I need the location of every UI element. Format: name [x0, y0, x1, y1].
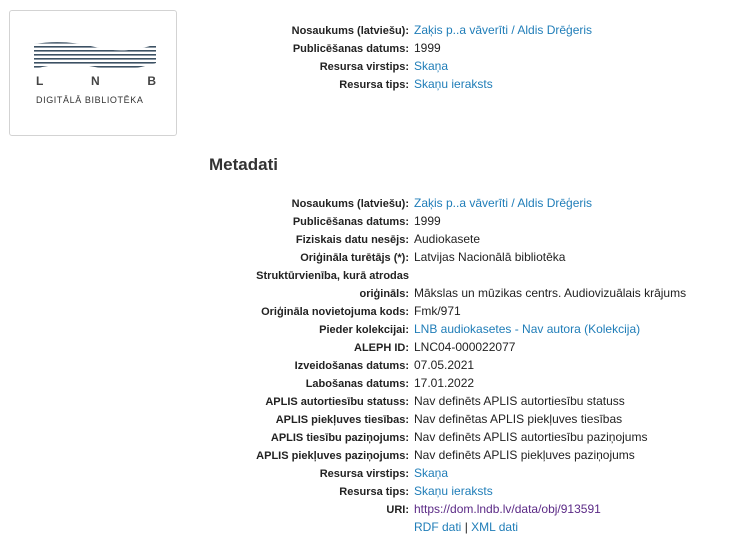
meta-label: Oriģināla turētājs (*): [300, 252, 409, 264]
meta-type-link[interactable]: Skaņu ieraksts [414, 484, 493, 498]
meta-row-carrier [0, 229, 755, 247]
meta-row-type [0, 481, 755, 499]
meta-label [229, 267, 409, 303]
meta-row-location [0, 301, 755, 319]
meta-label: Resursa virstips: [319, 468, 409, 480]
meta-row-aplis-access-notice [0, 445, 755, 463]
summary-date-label: Publicēšanas datums: [292, 43, 409, 55]
meta-label: Izveidošanas datums: [294, 360, 409, 372]
meta-label: Fiziskais datu nesējs: [295, 234, 409, 246]
logo-subtitle: DIGITĀLĀ BIBLIOTĒKA [36, 95, 144, 105]
logo-letter-n: N [91, 74, 100, 88]
meta-row-aplis-rights-notice [0, 427, 755, 445]
meta-value: Nav definētas APLIS piekļuves tiesības [414, 412, 623, 426]
metadata-heading: Metadati [209, 155, 278, 174]
meta-collection-link[interactable]: LNB audiokasetes - Nav autora (Kolekcija) [414, 322, 641, 336]
meta-label: Nosaukums (latviešu): [291, 198, 409, 210]
meta-label: ALEPH ID: [354, 342, 409, 354]
meta-label: Labošanas datums: [305, 378, 409, 390]
rdf-data-link[interactable]: RDF dati [414, 520, 462, 534]
summary-title-label: Nosaukums (latviešu): [291, 25, 409, 37]
meta-label: URI: [386, 504, 409, 516]
meta-label: Resursa tips: [339, 486, 409, 498]
meta-row-collection [0, 319, 755, 337]
meta-label-line2: oriģināls: [359, 288, 409, 300]
meta-row-modified [0, 373, 755, 391]
meta-row-aleph [0, 337, 755, 355]
meta-value: Fmk/971 [414, 304, 461, 318]
meta-row-aplis-status [0, 391, 755, 409]
xml-data-link[interactable]: XML dati [471, 520, 519, 534]
summary-subtype-label: Resursa virstips: [319, 61, 409, 73]
summary-title-link[interactable]: Zaķis p..a vāverīti / Aldis Drēģeris [414, 23, 593, 37]
uri-link[interactable]: https://dom.lndb.lv/data/obj/913591 [414, 502, 601, 516]
meta-label: APLIS piekļuves tiesības: [275, 414, 409, 426]
meta-label: APLIS piekļuves paziņojums: [256, 450, 409, 462]
meta-value: Nav definēts APLIS autortiesību statuss [414, 394, 625, 408]
meta-row-uri [0, 499, 755, 517]
meta-label-line1: Struktūrvienība, kurā atrodas [256, 270, 409, 282]
logo-letter-l: L [36, 74, 44, 88]
meta-value: 17.01.2022 [414, 376, 475, 390]
meta-value: Latvijas Nacionālā bibliotēka [414, 250, 566, 264]
meta-title-link[interactable]: Zaķis p..a vāverīti / Aldis Drēģeris [414, 196, 593, 210]
meta-label: APLIS autortiesību statuss: [265, 396, 409, 408]
meta-value: 07.05.2021 [414, 358, 475, 372]
summary-date-value: 1999 [414, 41, 441, 55]
meta-row-holder [0, 247, 755, 265]
meta-value: Nav definēts APLIS autortiesību paziņojums [414, 430, 648, 444]
meta-row-unit [0, 265, 755, 301]
meta-value: LNC04-000022077 [414, 340, 516, 354]
summary-row-title [0, 20, 755, 38]
meta-value: Nav definēts APLIS piekļuves paziņojums [414, 448, 635, 462]
meta-row-aplis-access [0, 409, 755, 427]
meta-value: 1999 [414, 214, 441, 228]
meta-label: Publicēšanas datums: [292, 216, 409, 228]
logo-letter-b: B [147, 74, 156, 88]
metadata-block [0, 193, 755, 535]
meta-label: APLIS tiesību paziņojums: [270, 432, 409, 444]
meta-row-created [0, 355, 755, 373]
summary-subtype-link[interactable]: Skaņa [414, 59, 449, 73]
summary-row-subtype [0, 56, 755, 74]
summary-block [0, 20, 755, 92]
meta-subtype-link[interactable]: Skaņa [414, 466, 449, 480]
summary-type-label: Resursa tips: [339, 79, 409, 91]
meta-value: Audiokasete [414, 232, 481, 246]
meta-row-title [0, 193, 755, 211]
link-separator: | [464, 520, 468, 534]
summary-row-type [0, 74, 755, 92]
meta-row-date [0, 211, 755, 229]
meta-row-exports [0, 517, 755, 535]
summary-row-date [0, 38, 755, 56]
summary-type-link[interactable]: Skaņu ieraksts [414, 77, 493, 91]
meta-label: Pieder kolekcijai: [319, 324, 409, 336]
meta-value: Mākslas un mūzikas centrs. Audiovizuālais krājums [414, 286, 687, 300]
meta-row-subtype [0, 463, 755, 481]
meta-label: Oriģināla novietojuma kods: [261, 306, 409, 318]
